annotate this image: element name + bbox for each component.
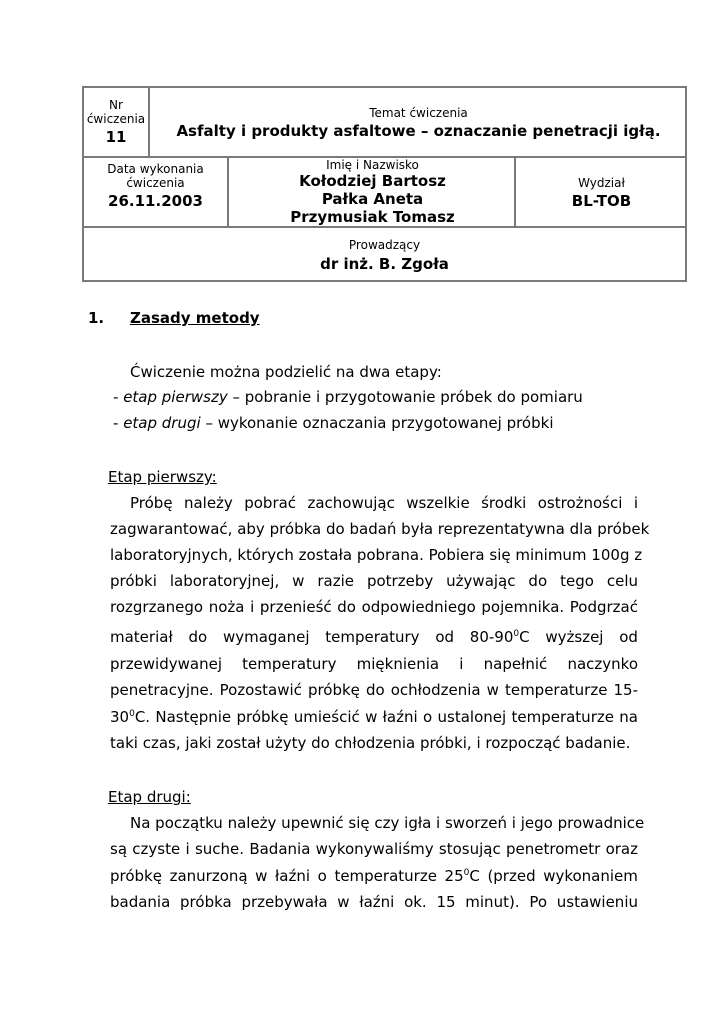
word: umieścić [293,708,360,726]
word: $25^0C$ [444,867,480,885]
exercise-number-cell [84,88,150,156]
topic-cell [152,88,685,156]
etap1-heading-text: Etap pierwszy: [108,468,217,486]
stage-term: etap drugi [123,414,201,432]
word: do [188,628,208,646]
word: $30^0C$. [110,708,151,726]
names-cell [231,158,516,226]
word: temperaturze [511,708,614,726]
stage-list-item [113,387,583,407]
list-dash: - [113,388,124,406]
text-segment: 30 [110,708,130,726]
word: od [435,628,455,646]
word: wymaganej [222,628,310,646]
date-cell [84,158,229,226]
etap2-line [110,866,638,886]
topic-label: Temat ćwiczenia [369,106,468,120]
names-label: Imię i Nazwisko [326,158,419,172]
word: materiał [110,628,173,646]
word: próbkę [110,867,162,885]
lead-cell [84,228,685,280]
date-value: 26.11.2003 [108,192,203,210]
word: temperatury [325,628,420,646]
etap1-line: penetracyjne. Pozostawić próbkę do ochłodzenia w temperaturze 15- [110,681,638,699]
word: łaźni [382,708,418,726]
section-title-text: Zasady metody [130,309,260,327]
superscript: 0 [129,709,135,719]
word: na [619,708,638,726]
word: temperaturze [334,867,437,885]
list-dash: - [113,414,124,432]
date-label: Data wykonania [107,162,204,176]
header-row-topic [84,88,685,158]
etap1-line [110,627,638,647]
word: łaźni [275,867,311,885]
student-name: Kołodziej Bartosz [299,172,446,190]
etap1-line: próbki laboratoryjnej, w razie potrzeby używając do tego celu [110,572,638,590]
etap2-heading-text: Etap drugi: [108,788,191,806]
word: $80-90^0C$ [469,628,530,646]
stage-list-item [113,413,554,433]
date-label-2: ćwiczenia [126,176,185,190]
superscript: 0 [513,629,520,639]
department-label: Wydział [578,176,625,190]
exercise-number: 11 [105,128,127,146]
student-name: Pałka Aneta [321,190,424,208]
etap1-line: laboratoryjnych, których została pobrana. Pobiera się minimum 100g z [110,546,643,564]
word: ustalonej [437,708,507,726]
etap2-heading [108,787,191,807]
word: w [365,708,378,726]
header-row-people [84,158,685,228]
department-cell [518,158,685,226]
etap1-line: taki czas, jaki został użyty do chłodzenia próbki, i rozpocząć badanie. [110,734,631,752]
etap1-line: Próbę należy pobrać zachowując wszelkie środki ostrożności i [130,494,638,512]
etap1-line: rozgrzanego noża i przenieść do odpowiedniego pojemnika. Podgrzać [110,598,638,616]
etap1-line: przewidywanej temperatury mięknienia i napełnić naczynko [110,655,638,673]
exercise-number-label-2: ćwiczenia [86,112,146,126]
word: Następnie [155,708,232,726]
etap1-line [110,707,638,727]
exercise-number-label: Nr [109,98,123,112]
word: próbkę [236,708,289,726]
lead-name: dr inż. B. Zgoła [320,255,449,273]
word: o [423,708,433,726]
etap1-heading [108,467,217,487]
stage-description: – pobranie i przygotowanie próbek do pomiaru [227,388,583,406]
word: od [619,628,638,646]
etap2-line: są czyste i suche. Badania wykonywaliśmy stosując penetrometr oraz [110,840,638,858]
section-title [130,308,260,328]
etap2-line: badania próbka przebywała w łaźni ok. 15 minut). Po ustawieniu [110,893,638,911]
topic-title: Asfalty i produkty asfaltowe – oznaczanie penetracji igłą. [176,122,661,140]
department-value: BL-TOB [571,192,632,210]
word: o [317,867,327,885]
lead-label: Prowadzący [348,238,421,252]
section-number: 1. [88,309,105,327]
word: zanurzoną [169,867,248,885]
student-name: Przymusiak Tomasz [290,208,455,226]
word: wyższej [545,628,604,646]
header-table [82,86,687,282]
intro-paragraph: Ćwiczenie można podzielić na dwa etapy: [130,363,442,381]
word: (przed [487,867,536,885]
word: w [255,867,268,885]
etap1-line: zagwarantować, aby próbka do badań była reprezentatywna dla próbek [110,520,650,538]
stage-description: – wykonanie oznaczania przygotowanej próbki [200,414,554,432]
stage-term: etap pierwszy [123,388,228,406]
superscript: 0 [463,868,470,878]
header-row-lead [84,228,685,280]
word: wykonaniem [543,867,638,885]
etap2-line: Na początku należy upewnić się czy igła i sworzeń i jego prowadnice [130,814,645,832]
